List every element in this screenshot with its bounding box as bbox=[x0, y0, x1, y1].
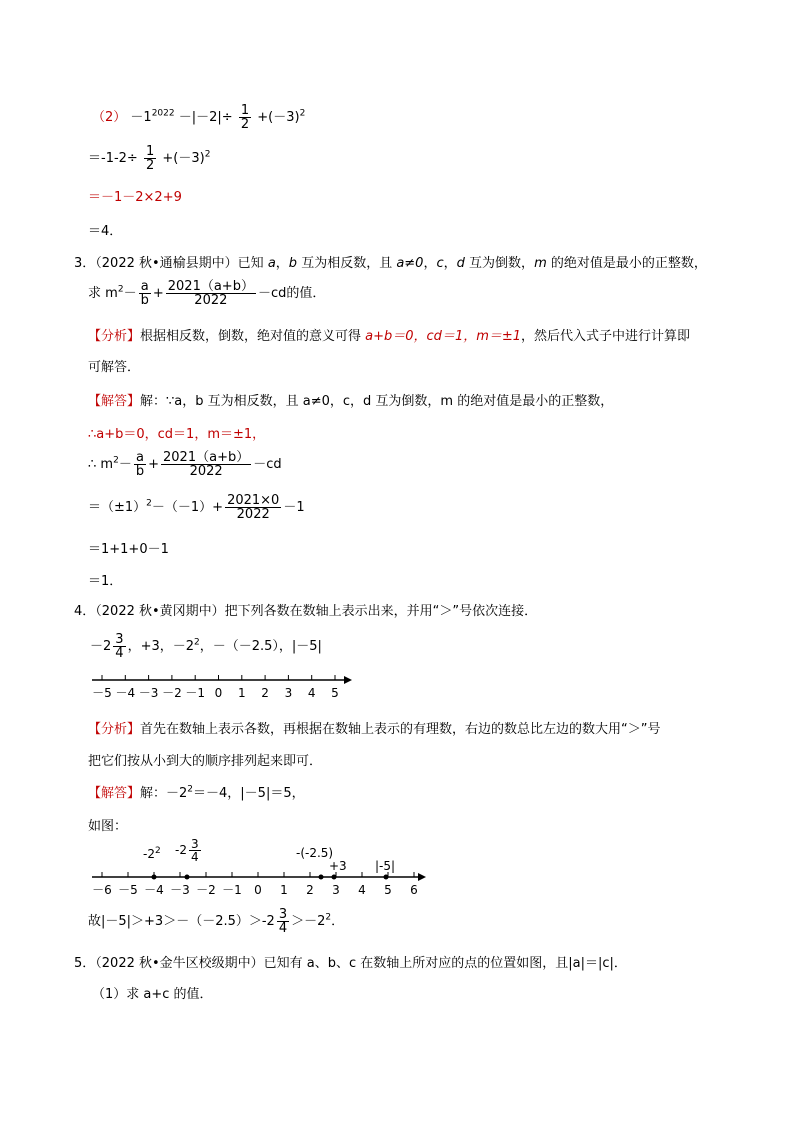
axis-tick-label: 0 bbox=[214, 686, 223, 700]
axis-tick-label: －1 bbox=[185, 686, 206, 700]
q3-answer-line2: ∴a+b＝0，cd＝1，m＝±1， bbox=[88, 427, 266, 442]
exponent: 2 bbox=[146, 498, 152, 509]
point-neg-2-squared bbox=[152, 875, 157, 880]
exponent: 2 bbox=[299, 108, 306, 119]
axis-tick-label: －6 bbox=[92, 883, 112, 897]
question-number: 4． bbox=[74, 604, 96, 619]
analysis-text: 根据相反数，倒数，绝对值的意义可得 bbox=[140, 329, 366, 344]
condition: a≠0 bbox=[396, 256, 424, 271]
axis-tick-label: －4 bbox=[144, 883, 164, 897]
axis-tick-label: 4 bbox=[307, 686, 316, 700]
var-c: c bbox=[436, 256, 444, 271]
q3-analysis-line2: 可解答． bbox=[88, 360, 141, 375]
analysis-tag: 【分析】 bbox=[88, 722, 141, 737]
expr-text: －1 bbox=[283, 500, 305, 515]
q4-conclusion bbox=[88, 908, 344, 935]
stem-text: ， bbox=[423, 256, 437, 271]
label-neg-2-squared bbox=[143, 846, 161, 861]
stem-text: 互为倒数， bbox=[464, 256, 535, 271]
question-source: （2022 秋•黄冈期中） bbox=[95, 604, 225, 619]
var-m: m bbox=[105, 286, 118, 301]
exponent: 2 bbox=[154, 846, 161, 856]
conclusion-text: ． bbox=[331, 914, 345, 929]
q4-analysis-line2: 把它们按从小到大的顺序排列起来即可． bbox=[88, 754, 323, 769]
expr-text: －|－2|÷ bbox=[178, 110, 233, 125]
q4-figure-label: 如图： bbox=[88, 819, 128, 834]
exponent: 2 bbox=[204, 149, 211, 160]
expr-text: +(－3) bbox=[257, 110, 300, 125]
answer-tag: 【解答】 bbox=[88, 394, 141, 409]
analysis-text: 首先在数轴上表示各数，再根据在数轴上表示的有理数，右边的数总比左边的数大用“＞”号 bbox=[140, 722, 661, 737]
var-m: m bbox=[100, 457, 114, 472]
operator: － bbox=[123, 286, 137, 301]
expr-text: ＝-1-2÷ bbox=[88, 151, 138, 166]
axis-tick-label: －5 bbox=[92, 686, 112, 700]
q5-sub1: （1）求 a+c 的值． bbox=[92, 987, 213, 1002]
var-a: a bbox=[267, 256, 276, 271]
axis-tick-label: 2 bbox=[306, 883, 314, 897]
axis-tick-label: －5 bbox=[118, 883, 138, 897]
stem-text: 已知有 a、b、c 在数轴上所对应的点的位置如图，且|a|＝|c|． bbox=[263, 956, 627, 971]
answer-text: ＝－4，|－5|＝5， bbox=[193, 786, 305, 801]
analysis-eq: a+b＝0，cd＝1，m＝±1 bbox=[365, 329, 522, 344]
axis-tick-label: －4 bbox=[115, 686, 136, 700]
mixed-fraction: $\frac{3}{4}$ bbox=[115, 632, 124, 661]
label-abs-neg-5: |-5| bbox=[375, 859, 396, 873]
exponent: 2 bbox=[117, 284, 124, 295]
axis-tick-label: 3 bbox=[332, 883, 340, 897]
label-neg-2-3-4 bbox=[175, 838, 203, 863]
exponent: 2 bbox=[113, 455, 119, 466]
fraction-2021: $\frac{2021(a+b)}{2022}$ bbox=[167, 279, 254, 308]
part2-line3: ＝－1－2×2+9 bbox=[88, 190, 182, 205]
operator: － bbox=[118, 457, 132, 472]
stem-text: 的绝对值是最小的正整数， bbox=[546, 256, 707, 271]
point-label: -2 bbox=[175, 843, 187, 857]
axis-tick-label: 4 bbox=[358, 883, 366, 897]
axis-tick-label: 1 bbox=[280, 883, 288, 897]
stem-text: ， bbox=[443, 256, 457, 271]
stem-text: 互为相反数，且 bbox=[297, 256, 397, 271]
expr-text: －1 bbox=[130, 110, 152, 125]
answer-tag: 【解答】 bbox=[88, 786, 141, 801]
axis-tick-label: －3 bbox=[138, 686, 159, 700]
stem-text: 已知 bbox=[237, 256, 268, 271]
fraction-2021: $\frac{2021(a+b)}{2022}$ bbox=[163, 450, 250, 479]
axis-tick-label: 0 bbox=[254, 883, 262, 897]
expr-text: ，+3，－2 bbox=[127, 639, 194, 654]
axis-tick-label: 5 bbox=[384, 883, 392, 897]
analysis-text: ，然后代入式子中进行计算即 bbox=[521, 329, 691, 344]
point-label: -2 bbox=[143, 847, 155, 861]
axis-tick-label: 6 bbox=[410, 883, 418, 897]
point-abs-neg-5 bbox=[384, 875, 389, 880]
fraction-2021-times-0: $\frac{2021\times 0}{2022}$ bbox=[227, 493, 280, 522]
exponent: 2 bbox=[187, 784, 194, 795]
fraction-half: $\frac{1}{2}$ bbox=[240, 103, 250, 132]
operator: + bbox=[148, 457, 160, 472]
axis-tick-label: －1 bbox=[222, 883, 242, 897]
fraction-a-over-b: $\frac{a}{b}$ bbox=[140, 279, 149, 308]
var-d: d bbox=[456, 256, 465, 271]
label-plus-3: +3 bbox=[329, 859, 347, 873]
conclusion-text: ＞－2 bbox=[291, 914, 326, 929]
answer-text: 解：－2 bbox=[140, 786, 188, 801]
expr-text: －cd bbox=[253, 457, 282, 472]
part2-label: （2） bbox=[92, 110, 127, 125]
expr-text: ＝（±1） bbox=[88, 500, 147, 515]
label-neg-neg-2-5: -(-2.5) bbox=[296, 846, 334, 860]
axis-tick-label: 3 bbox=[284, 686, 293, 700]
axis-arrow bbox=[418, 873, 426, 881]
question-number: 5． bbox=[74, 956, 96, 971]
axis-tick-label: 5 bbox=[331, 686, 339, 700]
question-number: 3． bbox=[74, 256, 96, 271]
mixed-fraction: $\frac{3}{4}$ bbox=[190, 837, 199, 864]
part2-line4: ＝4． bbox=[88, 224, 123, 239]
q3-answer-line6: ＝1． bbox=[88, 574, 123, 589]
q5-stem bbox=[74, 952, 627, 971]
mixed-fraction: $\frac{3}{4}$ bbox=[278, 907, 288, 936]
conclusion-text: 故|－5|＞+3＞－（－2.5）＞-2 bbox=[88, 914, 275, 929]
point-neg-neg-2-5 bbox=[319, 875, 324, 880]
axis-tick-label: 1 bbox=[237, 686, 246, 700]
exponent: 2022 bbox=[151, 108, 175, 119]
var-b: b bbox=[288, 256, 298, 271]
expr-text: －（－1）+ bbox=[151, 500, 224, 515]
axis-tick-label: 2 bbox=[261, 686, 269, 700]
point-plus-3 bbox=[332, 875, 337, 880]
stem-text: 把下列各数在数轴上表示出来，并用“＞”号依次连接． bbox=[224, 604, 538, 619]
fraction-a-over-b: $\frac{a}{b}$ bbox=[135, 450, 145, 479]
question-source: （2022 秋•金牛区校级期中） bbox=[95, 956, 264, 971]
expr-text: +(－3) bbox=[162, 151, 205, 166]
question-source: （2022 秋•通榆县期中） bbox=[95, 256, 238, 271]
exponent: 2 bbox=[325, 912, 332, 923]
stem-text: 求 bbox=[88, 286, 102, 301]
stem-text: 的值． bbox=[286, 286, 326, 301]
expr-text: －2 bbox=[90, 639, 112, 654]
point-neg-2-3-4 bbox=[185, 875, 190, 880]
analysis-tag: 【分析】 bbox=[88, 329, 141, 344]
expr-text: ，－（－2.5），|－5| bbox=[199, 639, 322, 654]
axis-tick-label: －3 bbox=[170, 883, 190, 897]
operator: + bbox=[152, 286, 164, 301]
axis-tick-label: －2 bbox=[196, 883, 216, 897]
q3-answer-line5: ＝1+1+0－1 bbox=[88, 542, 169, 557]
var-m: m bbox=[534, 256, 547, 271]
axis-tick-label: －2 bbox=[162, 686, 182, 700]
fraction-half: $\frac{1}{2}$ bbox=[145, 144, 155, 173]
stem-text: ， bbox=[275, 256, 289, 271]
expr-text: －cd bbox=[257, 286, 287, 301]
exponent: 2 bbox=[194, 637, 200, 648]
therefore: ∴ bbox=[88, 457, 97, 472]
answer-text: 解：∵a，b 互为相反数，且 a≠0，c，d 互为倒数，m 的绝对值是最小的正整数， bbox=[140, 394, 614, 409]
